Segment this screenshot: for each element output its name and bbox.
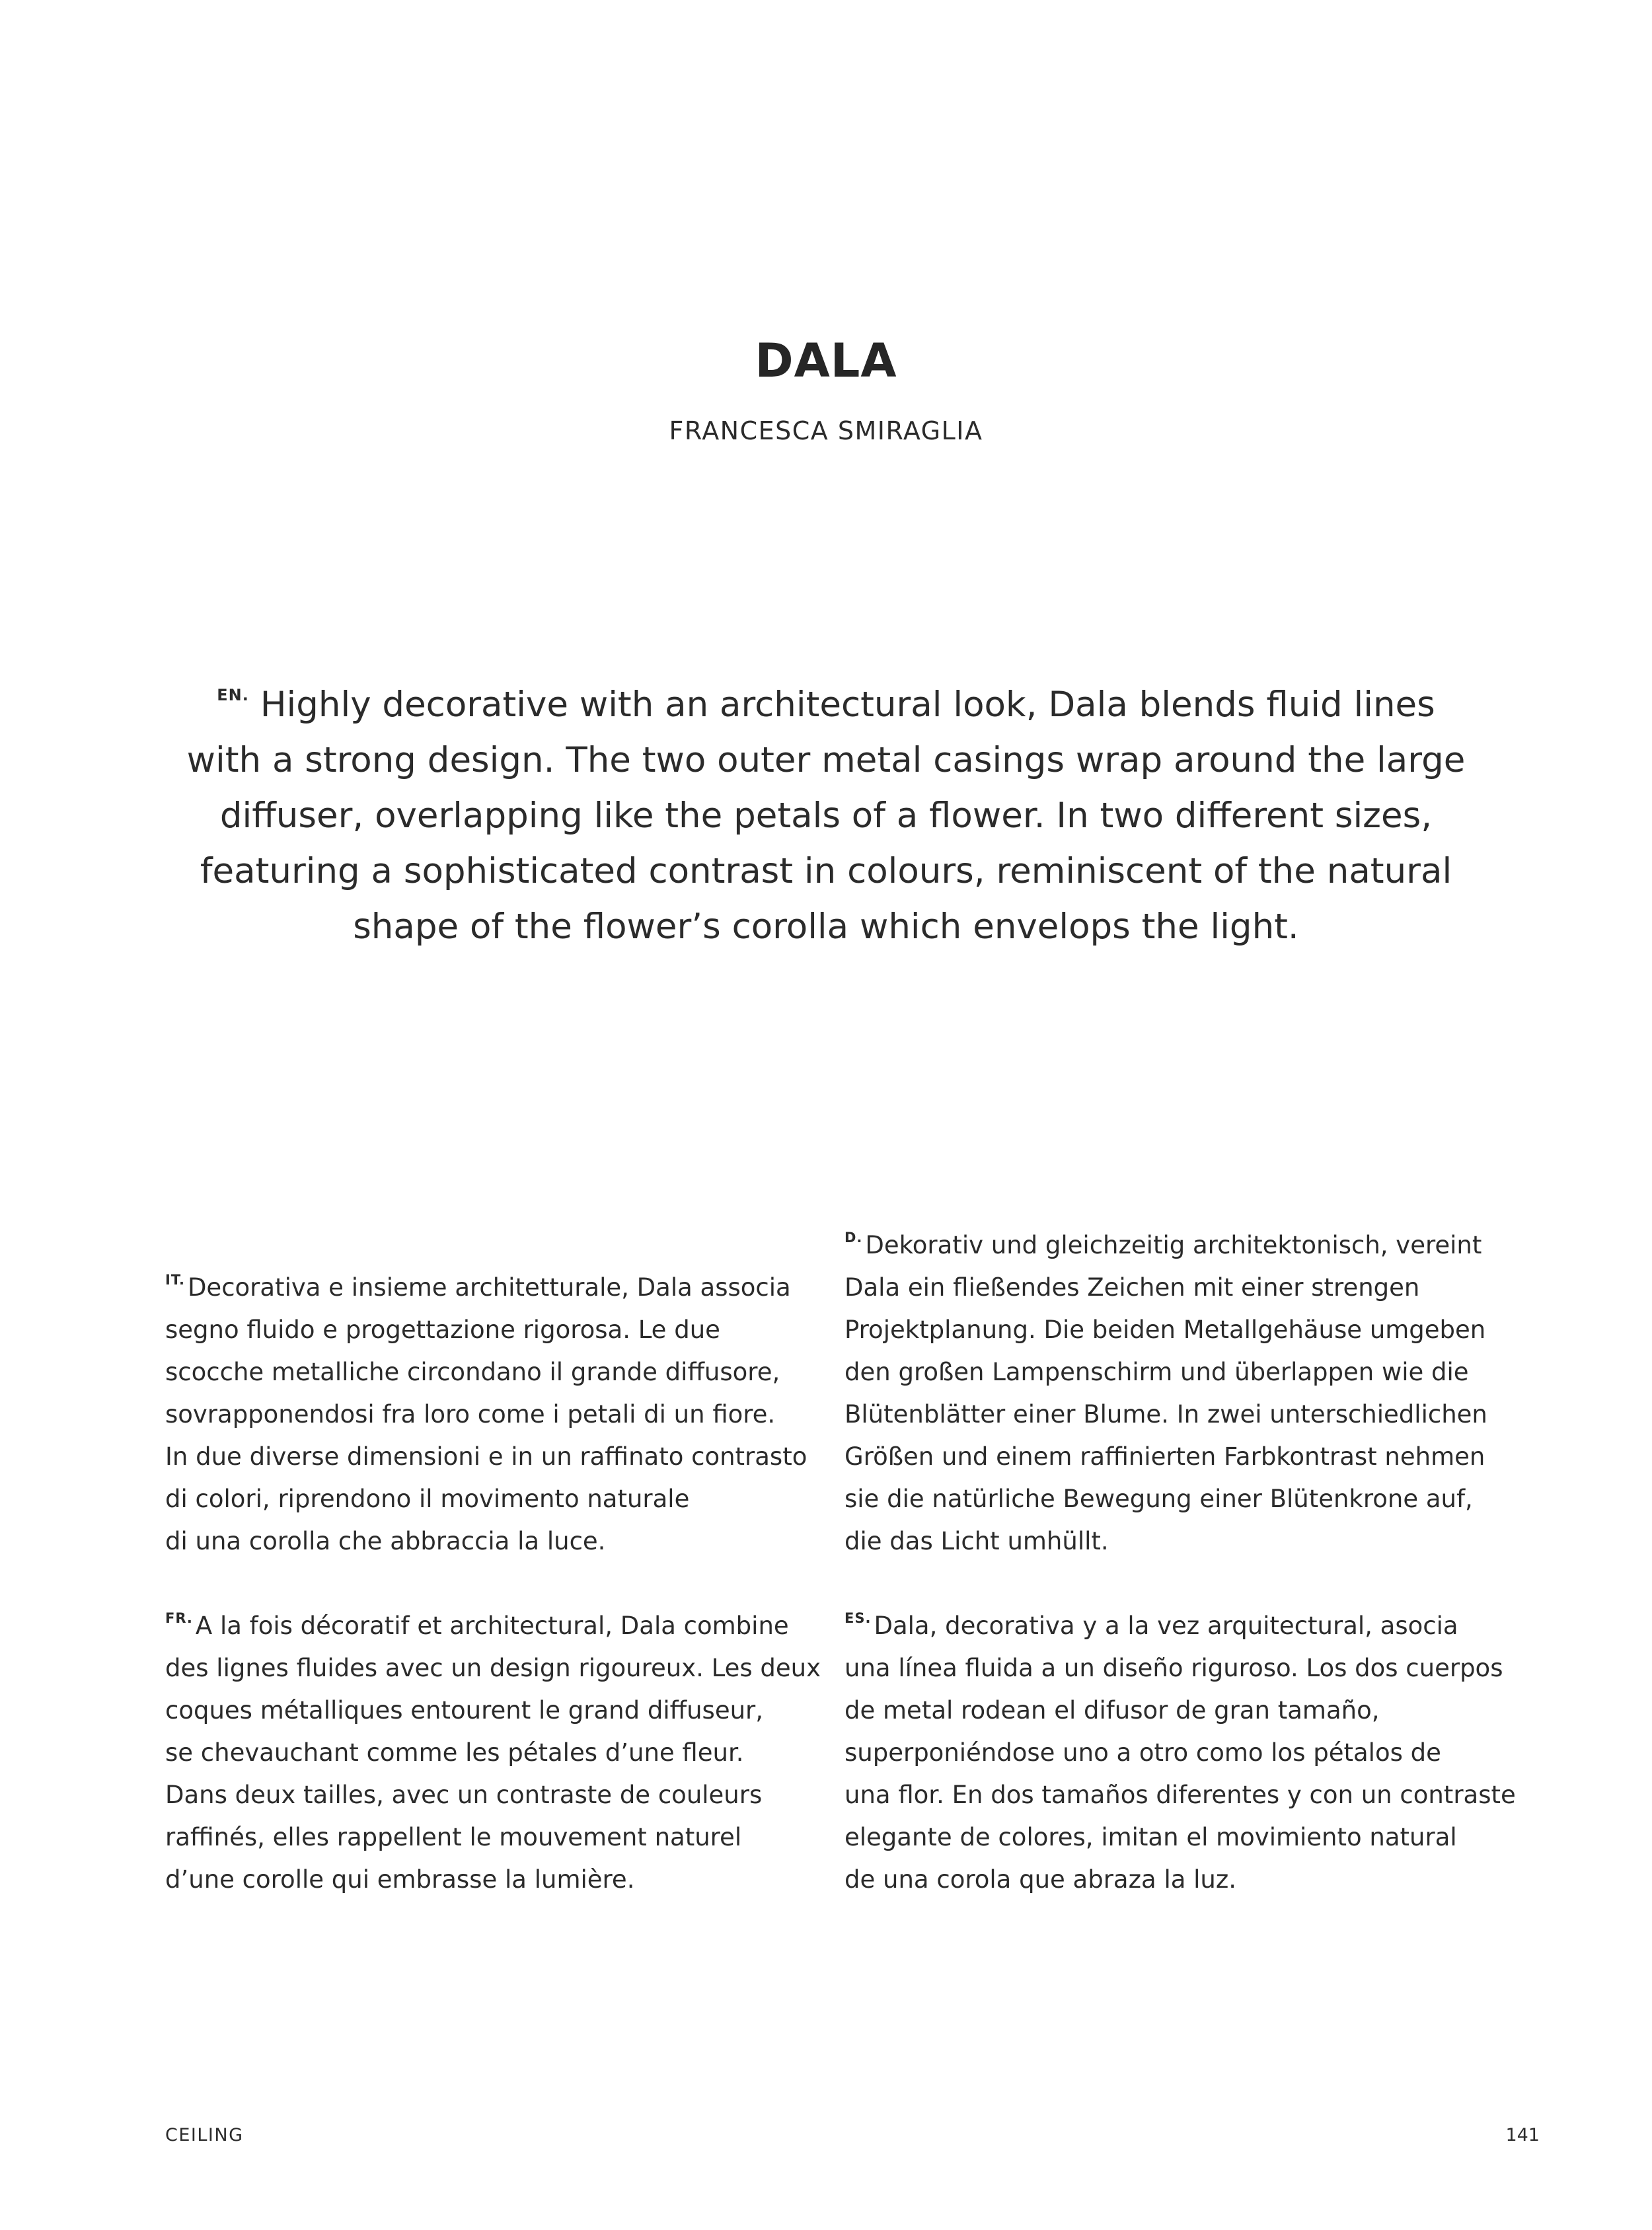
language-tag-de: D. (845, 1230, 863, 1245)
paragraph-line: den großen Lampenschirm und überlappen wie die (845, 1358, 1469, 1386)
paragraph-es (845, 1597, 1516, 1901)
paragraph-line: $^{D.}$ Dekorativ und gleichzeitig architektonisch, vereint (845, 1230, 1482, 1259)
paragraph-line: elegante de colores, imitan el movimiento natural (845, 1823, 1457, 1851)
paragraph-line: di una corolla che abbraccia la luce. (165, 1527, 606, 1555)
paragraph-line: de una corola que abraza la luz. (845, 1865, 1237, 1894)
paragraph-line: Dala ein fließendes Zeichen mit einer strengen (845, 1273, 1420, 1302)
intro-paragraph-en (152, 667, 1500, 955)
paragraph-line: Blütenblätter einer Blume. In zwei unterschiedlichen (845, 1400, 1487, 1429)
intro-line: Highly decorative with an architectural look, Dala blends fluid lines (260, 685, 1435, 725)
paragraph-line: des lignes fluides avec un design rigoureux. Les deux (165, 1654, 821, 1682)
paragraph-line: scocche metalliche circondano il grande diffusore, (165, 1358, 780, 1386)
paragraph-line: una flor. En dos tamaños diferentes y con un contraste (845, 1781, 1516, 1809)
page-title: DALA (755, 334, 897, 388)
paragraph-line: die das Licht umhüllt. (845, 1527, 1109, 1555)
paragraph-it (165, 1259, 826, 1563)
intro-line: shape of the flower’s corolla which envelops the light. (353, 907, 1299, 947)
intro-line: with a strong design. The two outer metal casings wrap around the large (186, 740, 1466, 780)
paragraph-line: superponiéndose uno a otro como los pétalos de (845, 1738, 1441, 1767)
footer-section-label: CEILING (165, 2125, 244, 2145)
language-tag-it: IT. (165, 1272, 185, 1288)
paragraph-line: de metal rodean el difusor de gran tamaño, (845, 1696, 1380, 1725)
paragraph-line: sie die natürliche Bewegung einer Blütenkrone auf, (845, 1485, 1473, 1513)
paragraph-line: Größen und einem raffinierten Farbkontrast nehmen (845, 1442, 1485, 1471)
designer-name: FRANCESCA SMIRAGLIA (669, 416, 983, 445)
paragraph-line: $^{FR.}$ A la fois décoratif et architectural, Dala combine (165, 1610, 789, 1640)
paragraph-line: $^{ES.}$ Dala, decorativa y a la vez arquitectural, asocia (845, 1610, 1458, 1640)
page-number: 141 (1505, 2125, 1540, 2145)
paragraph-line: raffinés, elles rappellent le mouvement naturel (165, 1823, 742, 1851)
paragraph-line: $^{IT.}$ Decorativa e insieme architetturale, Dala associa (165, 1272, 791, 1302)
paragraph-line: Dans deux tailles, avec un contraste de couleurs (165, 1781, 763, 1809)
paragraph-line: di colori, riprendono il movimento naturale (165, 1485, 690, 1513)
paragraph-line: coques métalliques entourent le grand diffuseur, (165, 1696, 764, 1725)
paragraph-line: se chevauchant comme les pétales d’une fleur. (165, 1738, 744, 1767)
paragraph-line: d’une corolle qui embrasse la lumière. (165, 1865, 635, 1894)
paragraph-line: sovrapponendosi fra loro come i petali di un fiore. (165, 1400, 776, 1429)
language-tag-en: EN. (217, 686, 249, 704)
paragraph-fr (165, 1597, 826, 1901)
language-tag-es: ES. (845, 1610, 872, 1626)
paragraph-line: In due diverse dimensioni e in un raffinato contrasto (165, 1442, 807, 1471)
intro-line: featuring a sophisticated contrast in colours, reminiscent of the natural (200, 851, 1452, 891)
intro-line: diffuser, overlapping like the petals of a flower. In two different sizes, (219, 796, 1433, 836)
language-tag-fr: FR. (165, 1610, 193, 1626)
paragraph-line: Projektplanung. Die beiden Metallgehäuse umgeben (845, 1316, 1486, 1344)
paragraph-line: una línea fluida a un diseño riguroso. Los dos cuerpos (845, 1654, 1503, 1682)
paragraph-de (845, 1216, 1512, 1563)
paragraph-line: segno fluido e progettazione rigorosa. Le due (165, 1316, 720, 1344)
